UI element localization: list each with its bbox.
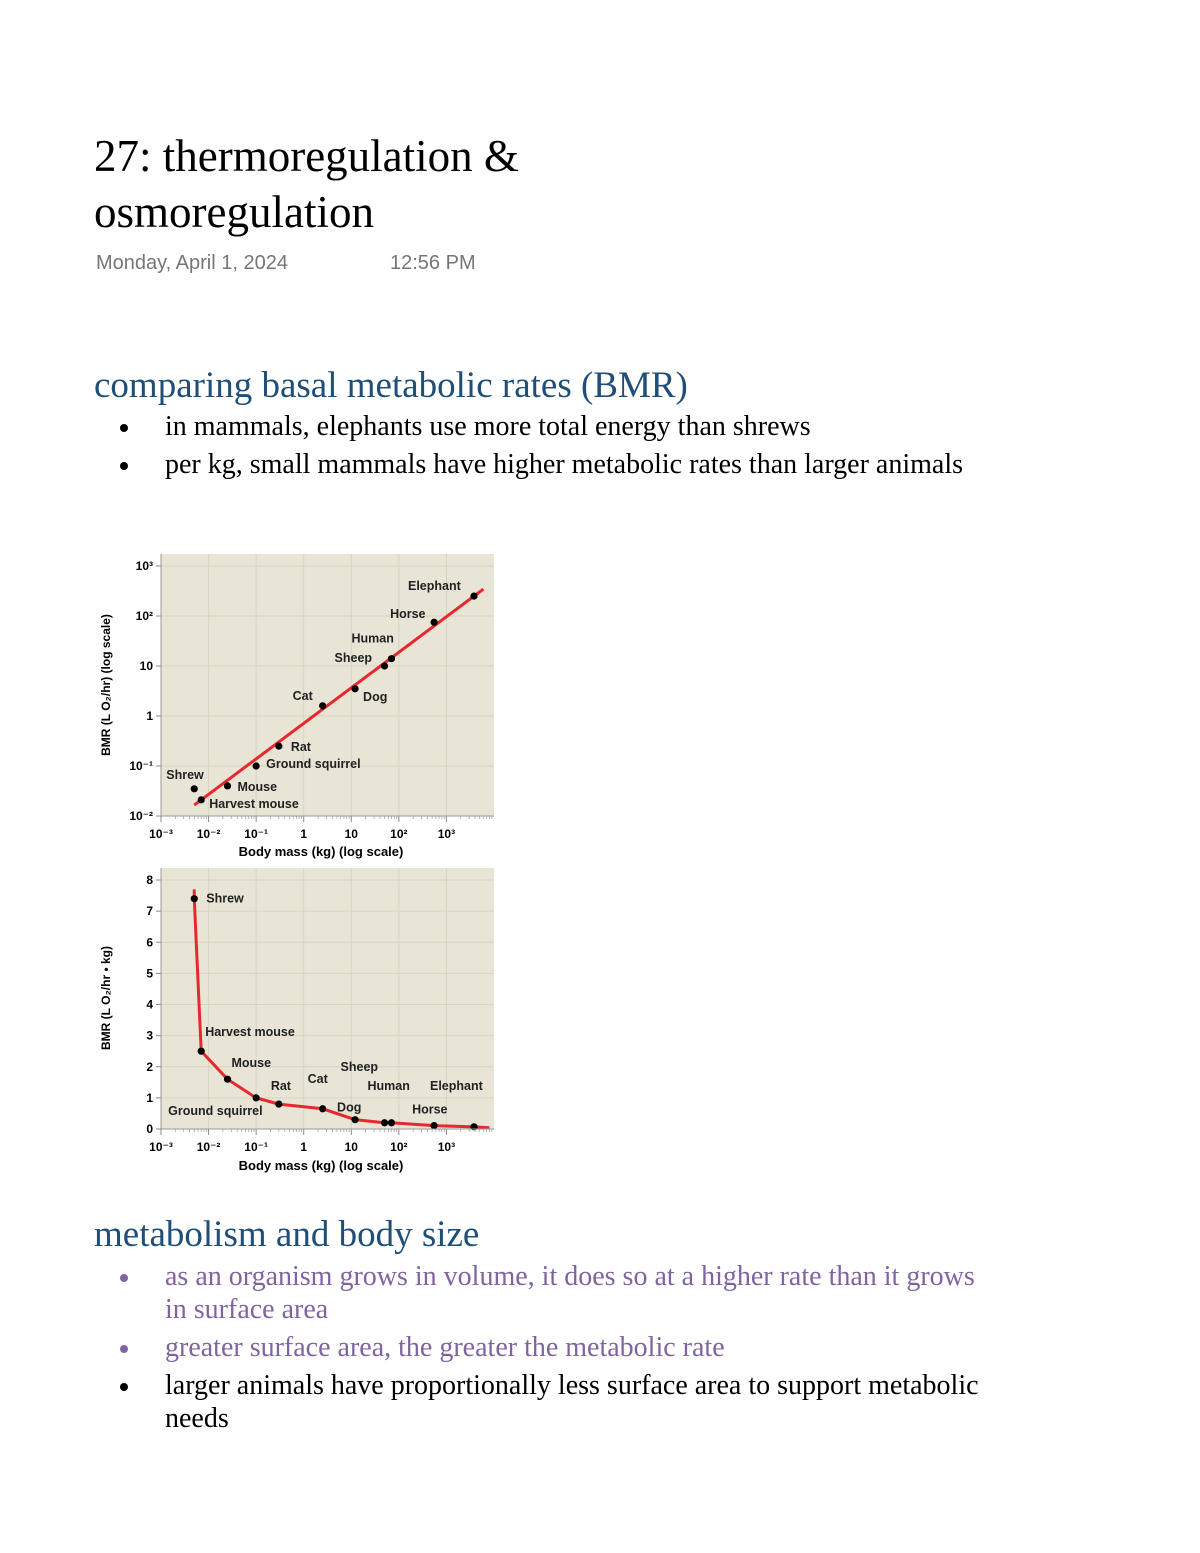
y-tick-label: 1 — [146, 709, 153, 723]
page-meta — [96, 252, 476, 275]
y-tick-label: 4 — [146, 997, 153, 1012]
data-point — [470, 593, 477, 600]
point-label: Dog — [337, 1100, 362, 1115]
metabolism-bullet-list — [0, 1260, 995, 1440]
point-label: Cat — [307, 1071, 328, 1086]
x-tick-label: 10⁻² — [196, 1140, 221, 1154]
data-point — [381, 1119, 388, 1126]
x-tick-label: 10⁻³ — [149, 1140, 173, 1154]
point-label: Horse — [412, 1102, 448, 1117]
point-label: Shrew — [166, 767, 204, 782]
data-point — [430, 1122, 437, 1129]
point-label: Rat — [270, 1079, 291, 1094]
data-point — [388, 655, 395, 662]
data-point — [319, 1105, 326, 1112]
bullet-icon — [120, 1274, 128, 1282]
point-label: Sheep — [334, 651, 373, 665]
bmr-per-kg-chart — [96, 866, 506, 1176]
y-tick-label: 10² — [135, 609, 153, 623]
x-tick-label: 10³ — [437, 1140, 456, 1154]
y-tick-label: 2 — [146, 1059, 153, 1074]
y-tick-label: 1 — [146, 1090, 153, 1105]
y-tick-label: 7 — [146, 904, 153, 919]
y-tick-label: 0 — [146, 1122, 153, 1136]
bullet-icon — [120, 424, 128, 432]
point-label: Shrew — [206, 891, 244, 906]
y-tick-label: 6 — [146, 935, 153, 950]
x-tick-label: 10⁻² — [196, 827, 221, 841]
x-tick-label: 10⁻³ — [149, 827, 173, 841]
point-label: Horse — [390, 607, 426, 622]
section-heading-bmr: comparing basal metabolic rates (BMR) — [94, 365, 688, 406]
x-tick-label: 10³ — [437, 827, 456, 841]
list-item: per kg, small mammals have higher metabolic rates than larger animals — [0, 448, 995, 481]
x-axis-label: Body mass (kg) (log scale) — [238, 1158, 404, 1173]
data-point — [191, 895, 198, 902]
page-title: 27: thermoregulation & osmoregulation — [94, 131, 519, 237]
point-label: Mouse — [231, 1056, 272, 1071]
point-label: Rat — [290, 740, 311, 755]
y-tick-label: 8 — [146, 873, 153, 887]
list-item: larger animals have proportionally less surface area to support metabolic needs — [0, 1369, 995, 1435]
point-label: Human — [367, 1078, 410, 1093]
bmr-log-log-chart — [96, 548, 506, 858]
data-point — [430, 619, 437, 626]
y-tick-label: 10⁻² — [129, 809, 153, 823]
data-point — [191, 785, 198, 792]
data-point — [224, 782, 231, 789]
x-axis-label: Body mass (kg) (log scale) — [238, 844, 404, 859]
list-item: greater surface area, the greater the metabolic rate — [0, 1331, 995, 1364]
y-tick-label: 5 — [146, 966, 153, 981]
bullet-icon — [120, 462, 128, 470]
x-tick-label: 1 — [300, 1140, 308, 1154]
point-label: Dog — [363, 689, 388, 704]
point-label: Human — [351, 631, 394, 646]
data-point — [224, 1076, 231, 1083]
data-point — [388, 1119, 395, 1126]
bmr-bullet-list — [0, 410, 995, 486]
page-time: 12:56 PM — [390, 252, 476, 274]
x-tick-label: 10⁻¹ — [244, 1140, 268, 1154]
y-tick-label: 10³ — [135, 559, 153, 573]
point-label: Harvest mouse — [205, 1025, 295, 1040]
list-item: as an organism grows in volume, it does so at a higher rate than it grows in surface area — [0, 1260, 995, 1326]
x-tick-label: 1 — [300, 827, 308, 841]
x-tick-label: 10² — [390, 1140, 408, 1154]
bullet-icon — [120, 1345, 128, 1353]
point-label: Cat — [292, 688, 313, 703]
y-tick-label: 3 — [146, 1028, 153, 1043]
data-point — [275, 1101, 282, 1108]
bullet-icon — [120, 1383, 128, 1391]
data-point — [275, 743, 282, 750]
x-tick-label: 10 — [344, 827, 358, 841]
data-point — [253, 1094, 260, 1101]
data-point — [253, 762, 260, 769]
list-item: in mammals, elephants use more total energy than shrews — [0, 410, 995, 443]
plot-background — [161, 554, 494, 816]
x-tick-label: 10 — [344, 1140, 358, 1154]
y-axis-label: BMR (L O₂/hr) (log scale) — [99, 614, 113, 756]
data-point — [198, 1048, 205, 1055]
point-label: Harvest mouse — [209, 796, 299, 811]
data-point — [351, 1116, 358, 1123]
section-heading-metabolism: metabolism and body size — [94, 1214, 480, 1255]
y-tick-label: 10⁻¹ — [129, 759, 153, 773]
y-tick-label: 10 — [139, 659, 153, 673]
y-axis-label: BMR (L O₂/hr • kg) — [99, 946, 113, 1050]
point-label: Ground squirrel — [168, 1103, 263, 1118]
data-point — [351, 685, 358, 692]
x-tick-label: 10² — [390, 827, 408, 841]
data-point — [319, 702, 326, 709]
page-date: Monday, April 1, 2024 — [96, 252, 288, 274]
data-point — [198, 796, 205, 803]
point-label: Sheep — [340, 1059, 379, 1074]
point-label: Mouse — [237, 779, 278, 794]
point-label: Ground squirrel — [266, 757, 361, 771]
x-tick-label: 10⁻¹ — [244, 827, 268, 841]
point-label: Elephant — [430, 1078, 483, 1093]
data-point — [381, 662, 388, 669]
point-label: Elephant — [408, 579, 461, 594]
